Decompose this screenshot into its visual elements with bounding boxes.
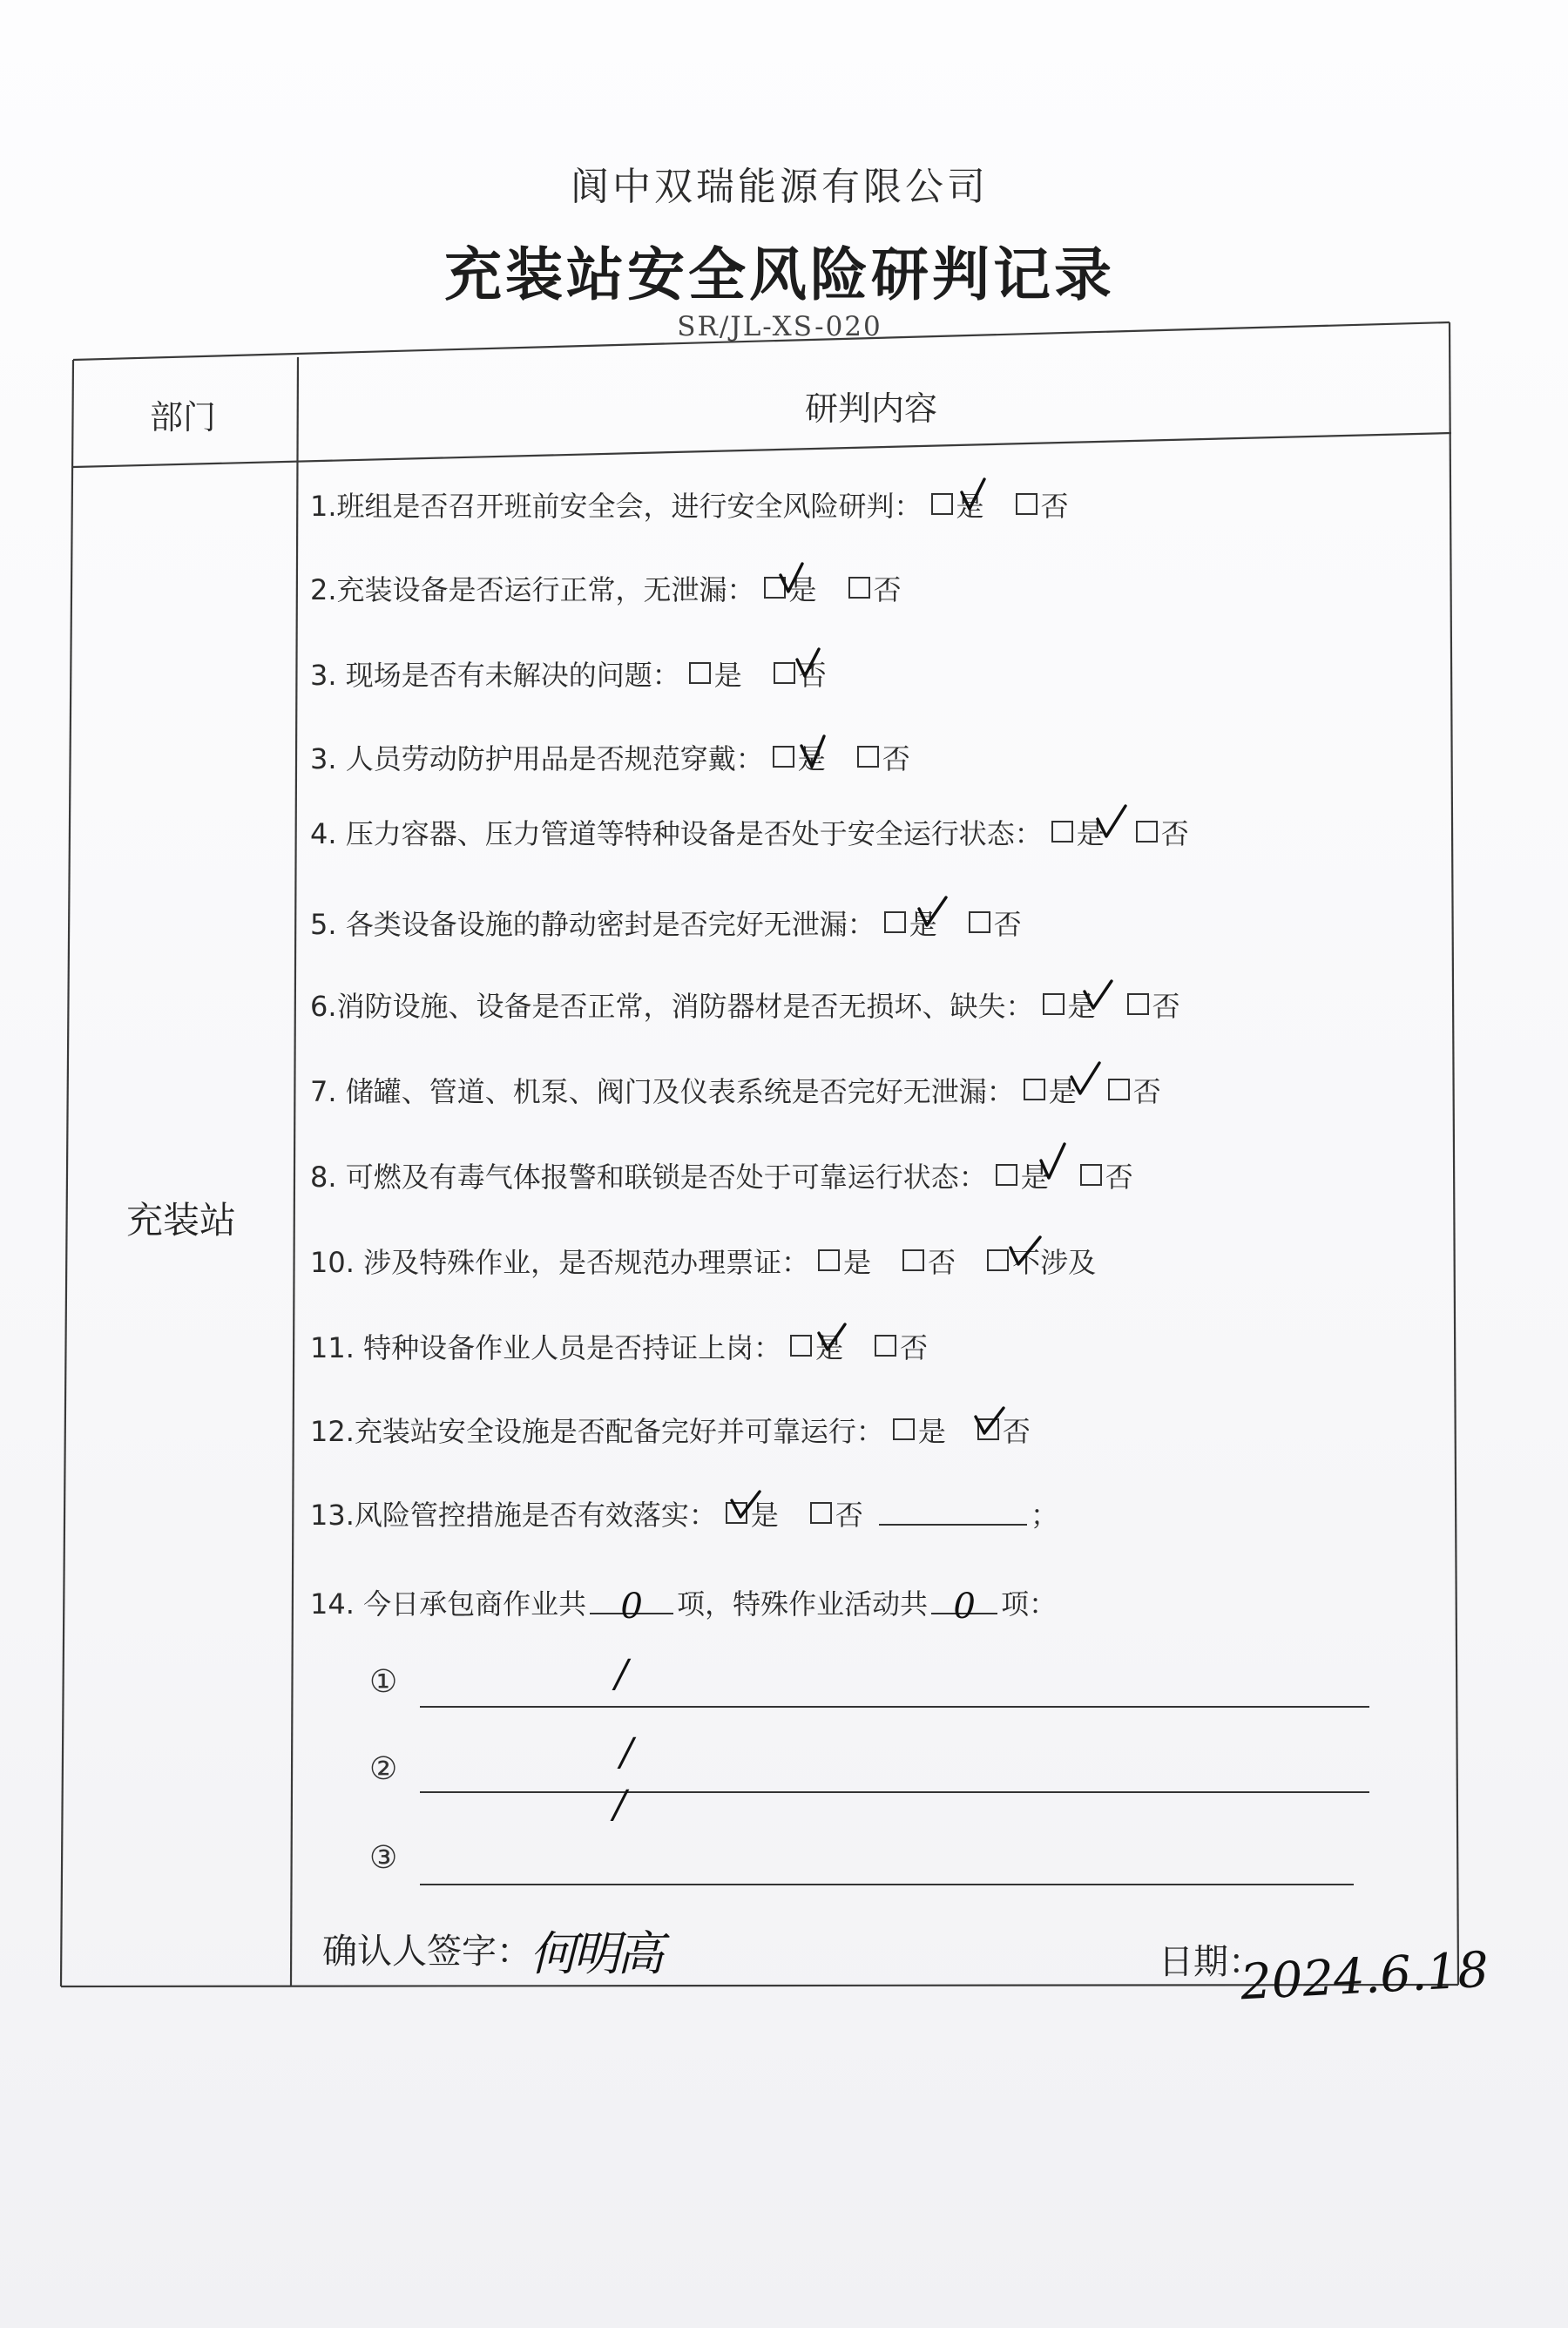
entry-line-1[interactable] bbox=[420, 1706, 1369, 1708]
item14-mid: 项，特殊作业活动共 bbox=[677, 1587, 929, 1621]
yes-label: 是 bbox=[917, 1415, 946, 1448]
contractor-count-value: 0 bbox=[620, 1587, 643, 1627]
check-item-10 bbox=[310, 1241, 1096, 1281]
yes-checkbox[interactable] bbox=[931, 493, 953, 515]
signer-signature: 何明高 bbox=[530, 1926, 660, 1981]
no-label: 否 bbox=[1105, 1161, 1133, 1194]
entry-value-3: / bbox=[613, 1783, 626, 1827]
yes-checkbox[interactable] bbox=[818, 1249, 840, 1271]
check-item-text: 11. 特种设备作业人员是否持证上岗： bbox=[310, 1331, 782, 1364]
entry-number-1: ① bbox=[369, 1664, 398, 1700]
entry-value-1: / bbox=[615, 1652, 628, 1696]
not-involved-label: 不涉及 bbox=[1012, 1246, 1097, 1279]
yes-checkbox[interactable] bbox=[689, 662, 711, 684]
check-item-6 bbox=[310, 903, 1022, 943]
no-checkbox[interactable] bbox=[1016, 493, 1037, 515]
department-name: 充装站 bbox=[125, 1199, 236, 1242]
item-suffix: ； bbox=[1030, 1499, 1058, 1532]
yes-label: 是 bbox=[956, 490, 984, 523]
no-label: 否 bbox=[900, 1331, 929, 1364]
check-item-text: 13.风险管控措施是否有效落实： bbox=[310, 1499, 717, 1532]
no-checkbox[interactable] bbox=[1080, 1164, 1102, 1186]
check-item-text: 5. 各类设备设施的静动密封是否完好无泄漏： bbox=[310, 908, 875, 941]
no-label: 否 bbox=[835, 1499, 863, 1532]
yes-checkbox[interactable] bbox=[996, 1164, 1017, 1186]
yes-label: 是 bbox=[750, 1499, 779, 1532]
yes-label: 是 bbox=[1048, 1075, 1077, 1108]
date-label: 日期： bbox=[1159, 1942, 1263, 1982]
check-item-text: 10. 涉及特殊作业，是否规范办理票证： bbox=[310, 1246, 810, 1279]
entry-number-2: ② bbox=[369, 1751, 398, 1787]
check-item-8 bbox=[310, 1070, 1161, 1110]
company-name: 阆中双瑞能源有限公司 bbox=[571, 165, 989, 209]
no-checkbox[interactable] bbox=[1127, 993, 1149, 1015]
check-item-text: 3. 现场是否有未解决的问题： bbox=[310, 659, 680, 692]
item14-suffix: 项： bbox=[1001, 1587, 1058, 1621]
no-checkbox[interactable] bbox=[774, 662, 795, 684]
entry-line-3[interactable] bbox=[420, 1884, 1354, 1885]
no-checkbox[interactable] bbox=[1108, 1079, 1130, 1100]
check-item-text: 3. 人员劳动防护用品是否规范穿戴： bbox=[310, 742, 764, 775]
yes-label: 是 bbox=[797, 742, 826, 775]
no-checkbox[interactable] bbox=[848, 577, 870, 599]
remark-blank[interactable] bbox=[879, 1498, 1027, 1526]
yes-checkbox[interactable] bbox=[1051, 821, 1073, 843]
no-label: 否 bbox=[928, 1246, 956, 1279]
column-header-department: 部门 bbox=[149, 398, 216, 436]
check-item-7 bbox=[310, 985, 1180, 1025]
yes-checkbox[interactable] bbox=[726, 1502, 747, 1524]
no-checkbox[interactable] bbox=[969, 911, 990, 933]
check-item-text: 7. 储罐、管道、机泵、阀门及仪表系统是否完好无泄漏： bbox=[310, 1075, 1015, 1108]
entry-number-3: ③ bbox=[369, 1840, 398, 1876]
yes-label: 是 bbox=[815, 1331, 844, 1364]
yes-label: 是 bbox=[788, 573, 817, 606]
no-checkbox[interactable] bbox=[977, 1418, 999, 1440]
check-item-5 bbox=[310, 812, 1189, 852]
yes-label: 是 bbox=[1076, 817, 1105, 850]
check-item-4 bbox=[310, 737, 910, 777]
document-title: 充装站安全风险研判记录 bbox=[444, 241, 1115, 308]
yes-checkbox[interactable] bbox=[884, 911, 906, 933]
yes-label: 是 bbox=[1067, 990, 1096, 1023]
no-checkbox[interactable] bbox=[875, 1335, 896, 1357]
check-item-1 bbox=[310, 484, 1069, 524]
yes-checkbox[interactable] bbox=[1043, 993, 1064, 1015]
check-item-text: 8. 可燃及有毒气体报警和联锁是否处于可靠运行状态： bbox=[310, 1161, 987, 1194]
not-involved-checkbox[interactable] bbox=[987, 1249, 1009, 1271]
no-label: 否 bbox=[993, 908, 1022, 941]
special-count-field[interactable] bbox=[931, 1587, 997, 1627]
item14-prefix: 14. 今日承包商作业共 bbox=[310, 1587, 587, 1621]
yes-checkbox[interactable] bbox=[773, 746, 794, 768]
no-label: 否 bbox=[873, 573, 902, 606]
check-item-text: 2.充装设备是否运行正常，无泄漏： bbox=[310, 573, 755, 606]
no-checkbox[interactable] bbox=[1136, 821, 1158, 843]
no-label: 否 bbox=[1040, 490, 1069, 523]
contractor-count-field[interactable] bbox=[590, 1587, 673, 1627]
entry-line-2[interactable] bbox=[420, 1791, 1369, 1793]
yes-checkbox[interactable] bbox=[764, 577, 786, 599]
yes-checkbox[interactable] bbox=[1024, 1079, 1045, 1100]
check-item-text: 12.充装站安全设施是否配备完好并可靠运行： bbox=[310, 1415, 884, 1448]
no-checkbox[interactable] bbox=[857, 746, 879, 768]
no-label: 否 bbox=[1152, 990, 1180, 1023]
yes-label: 是 bbox=[909, 908, 937, 941]
entry-value-2: / bbox=[620, 1730, 633, 1775]
special-count-value: 0 bbox=[953, 1587, 976, 1627]
date-value: 2024.6.18 bbox=[1239, 1941, 1490, 2012]
check-item-text: 1.班组是否召开班前安全会，进行安全风险研判： bbox=[310, 490, 923, 523]
no-label: 否 bbox=[1132, 1075, 1161, 1108]
no-label: 否 bbox=[1160, 817, 1189, 850]
check-item-12 bbox=[310, 1410, 1031, 1450]
check-item-13 bbox=[310, 1493, 1058, 1533]
yes-checkbox[interactable] bbox=[893, 1418, 915, 1440]
yes-label: 是 bbox=[843, 1246, 872, 1279]
no-checkbox[interactable] bbox=[902, 1249, 924, 1271]
document-code: SR/JL-XS-020 bbox=[677, 311, 882, 342]
no-checkbox[interactable] bbox=[810, 1502, 832, 1524]
check-item-text: 6.消防设施、设备是否正常，消防器材是否无损坏、缺失： bbox=[310, 990, 1034, 1023]
no-label: 否 bbox=[798, 659, 827, 692]
no-label: 否 bbox=[1002, 1415, 1031, 1448]
no-label: 否 bbox=[882, 742, 910, 775]
check-item-2 bbox=[310, 568, 902, 608]
check-item-14 bbox=[310, 1582, 1058, 1627]
check-item-9 bbox=[310, 1155, 1133, 1195]
signer-label: 确认人签字： bbox=[322, 1932, 531, 1972]
column-header-content: 研判内容 bbox=[804, 389, 937, 428]
yes-label: 是 bbox=[713, 659, 742, 692]
yes-label: 是 bbox=[1020, 1161, 1049, 1194]
yes-checkbox[interactable] bbox=[790, 1335, 812, 1357]
check-item-3 bbox=[310, 653, 827, 694]
check-item-11 bbox=[310, 1326, 928, 1366]
check-item-text: 4. 压力容器、压力管道等特种设备是否处于安全运行状态： bbox=[310, 817, 1043, 850]
